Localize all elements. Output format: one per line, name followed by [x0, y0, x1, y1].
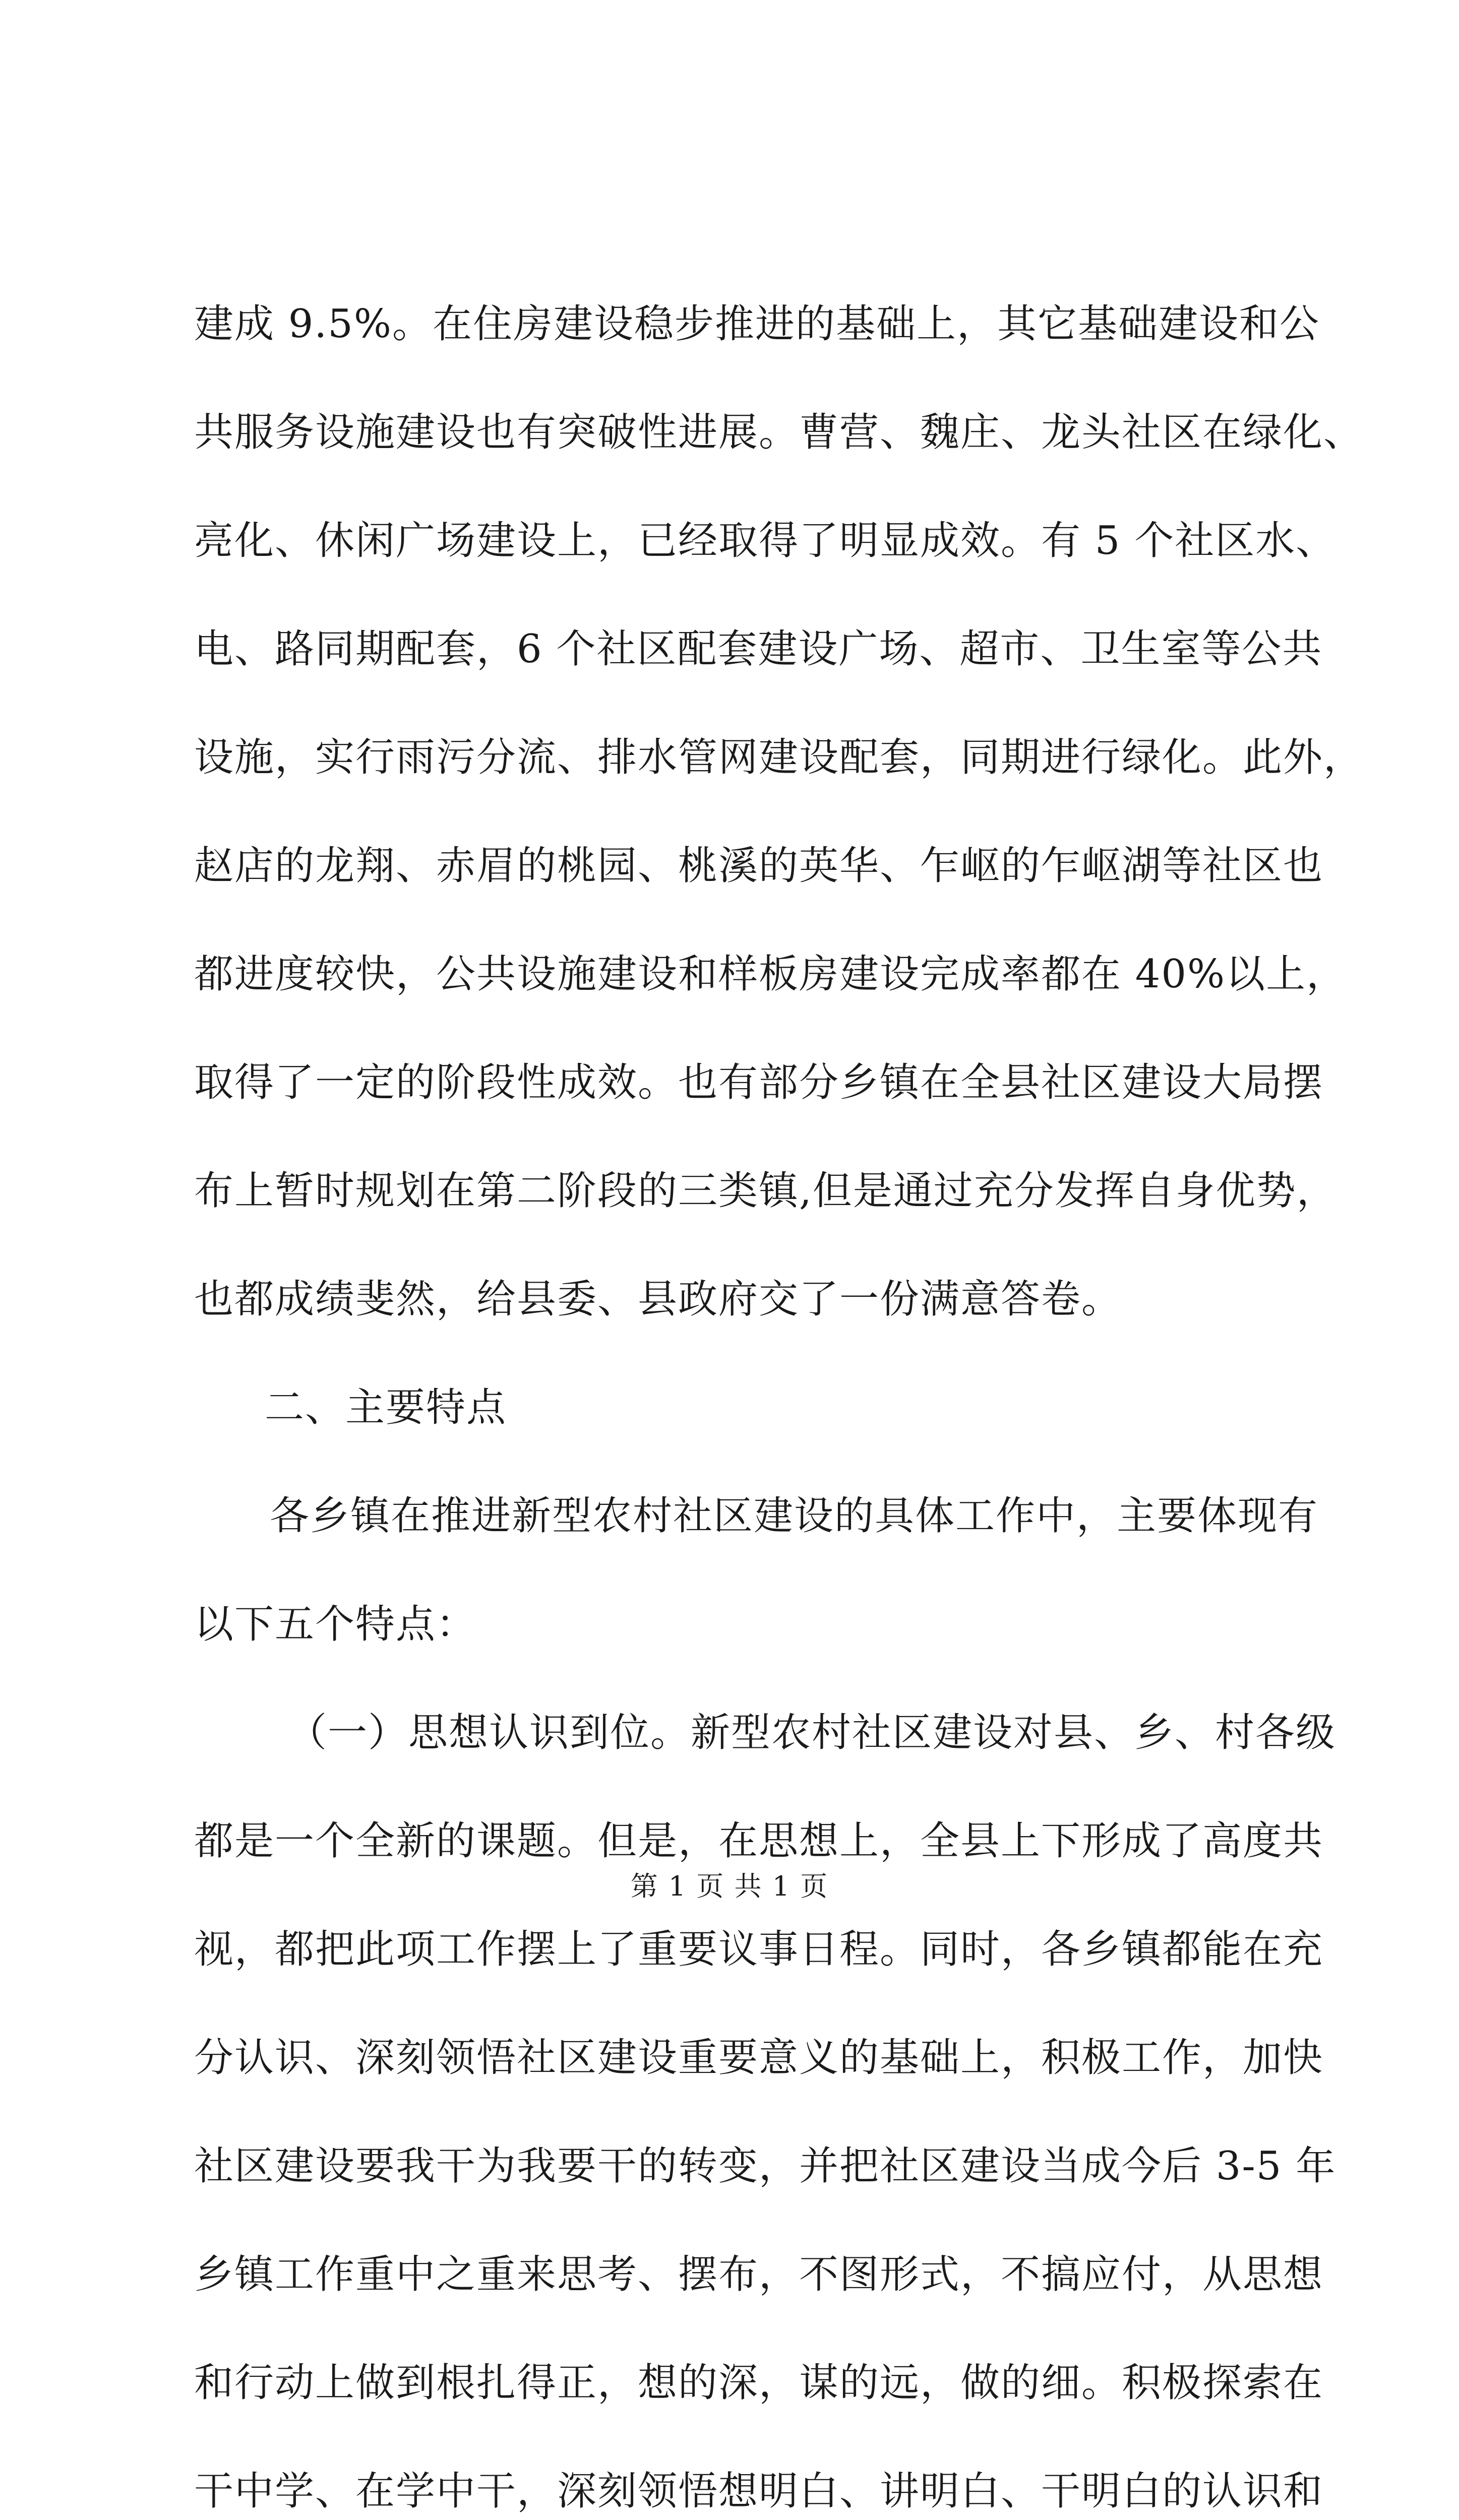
document-body	[194, 270, 1364, 2520]
body-line: 赵店的龙翔、赤眉的桃园、桃溪的英华、乍岖的乍岖湖等社区也	[194, 843, 1324, 889]
body-line: 取得了一定的阶段性成效。也有部分乡镇在全县社区建设大局摆	[194, 1060, 1324, 1105]
body-line: 电、路同期配套，6 个社区配套建设广场、超市、卫生室等公共	[194, 626, 1323, 672]
point-line: 乡镇工作重中之重来思考、摆布，不图形式，不搞应付，从思想	[194, 2252, 1324, 2297]
intro-line: 各乡镇在推进新型农村社区建设的具体工作中，主要体现有	[270, 1493, 1319, 1539]
section-heading: 二、主要特点	[265, 1385, 507, 1430]
point-line: 分认识、深刻领悟社区建设重要意义的基础上，积极工作，加快	[194, 2035, 1324, 2081]
point-line: 社区建设要我干为我要干的转变，并把社区建设当成今后 3-5 年	[194, 2144, 1336, 2189]
intro-line: 以下五个特点：	[194, 1602, 477, 1647]
point-line: 视，都把此项工作摆上了重要议事日程。同时，各乡镇都能在充	[194, 1927, 1324, 1972]
point-line: 都是一个全新的课题。但是，在思想上，全县上下形成了高度共	[194, 1818, 1324, 1864]
point-line: 干中学、在学中干，深刻领悟想明白、讲明白、干明白的认识和	[194, 2469, 1324, 2514]
page-number-footer: 第 1 页 共 1 页	[630, 1870, 829, 1902]
point-line: 和行动上做到根扎得正，想的深，谋的远，做的细。积极探索在	[194, 2360, 1324, 2406]
body-line: 布上暂时规划在第二阶段的三类镇,但是通过充分发挥自身优势，	[194, 1168, 1337, 1214]
body-line: 亮化、休闲广场建设上，已经取得了明显成效。有 5 个社区水、	[194, 518, 1336, 563]
body-line: 建成 9.5%。在住房建设稳步推进的基础上，其它基础建设和公	[194, 301, 1320, 347]
body-line: 都进度较快，公共设施建设和样板房建设完成率都在 40%以上，	[194, 952, 1347, 997]
body-line: 也都成绩斐然，给县委、县政府交了一份满意答卷。	[194, 1277, 1122, 1322]
body-line: 共服务设施建设也有突破性进展。曹营、魏庄、龙头社区在绿化、	[194, 410, 1364, 455]
body-line: 设施，实行雨污分流、排水管网建设配套，同期进行绿化。此外，	[194, 735, 1364, 780]
point-line: （一）思想认识到位。新型农村社区建设对县、乡、村各级	[287, 1710, 1336, 1755]
